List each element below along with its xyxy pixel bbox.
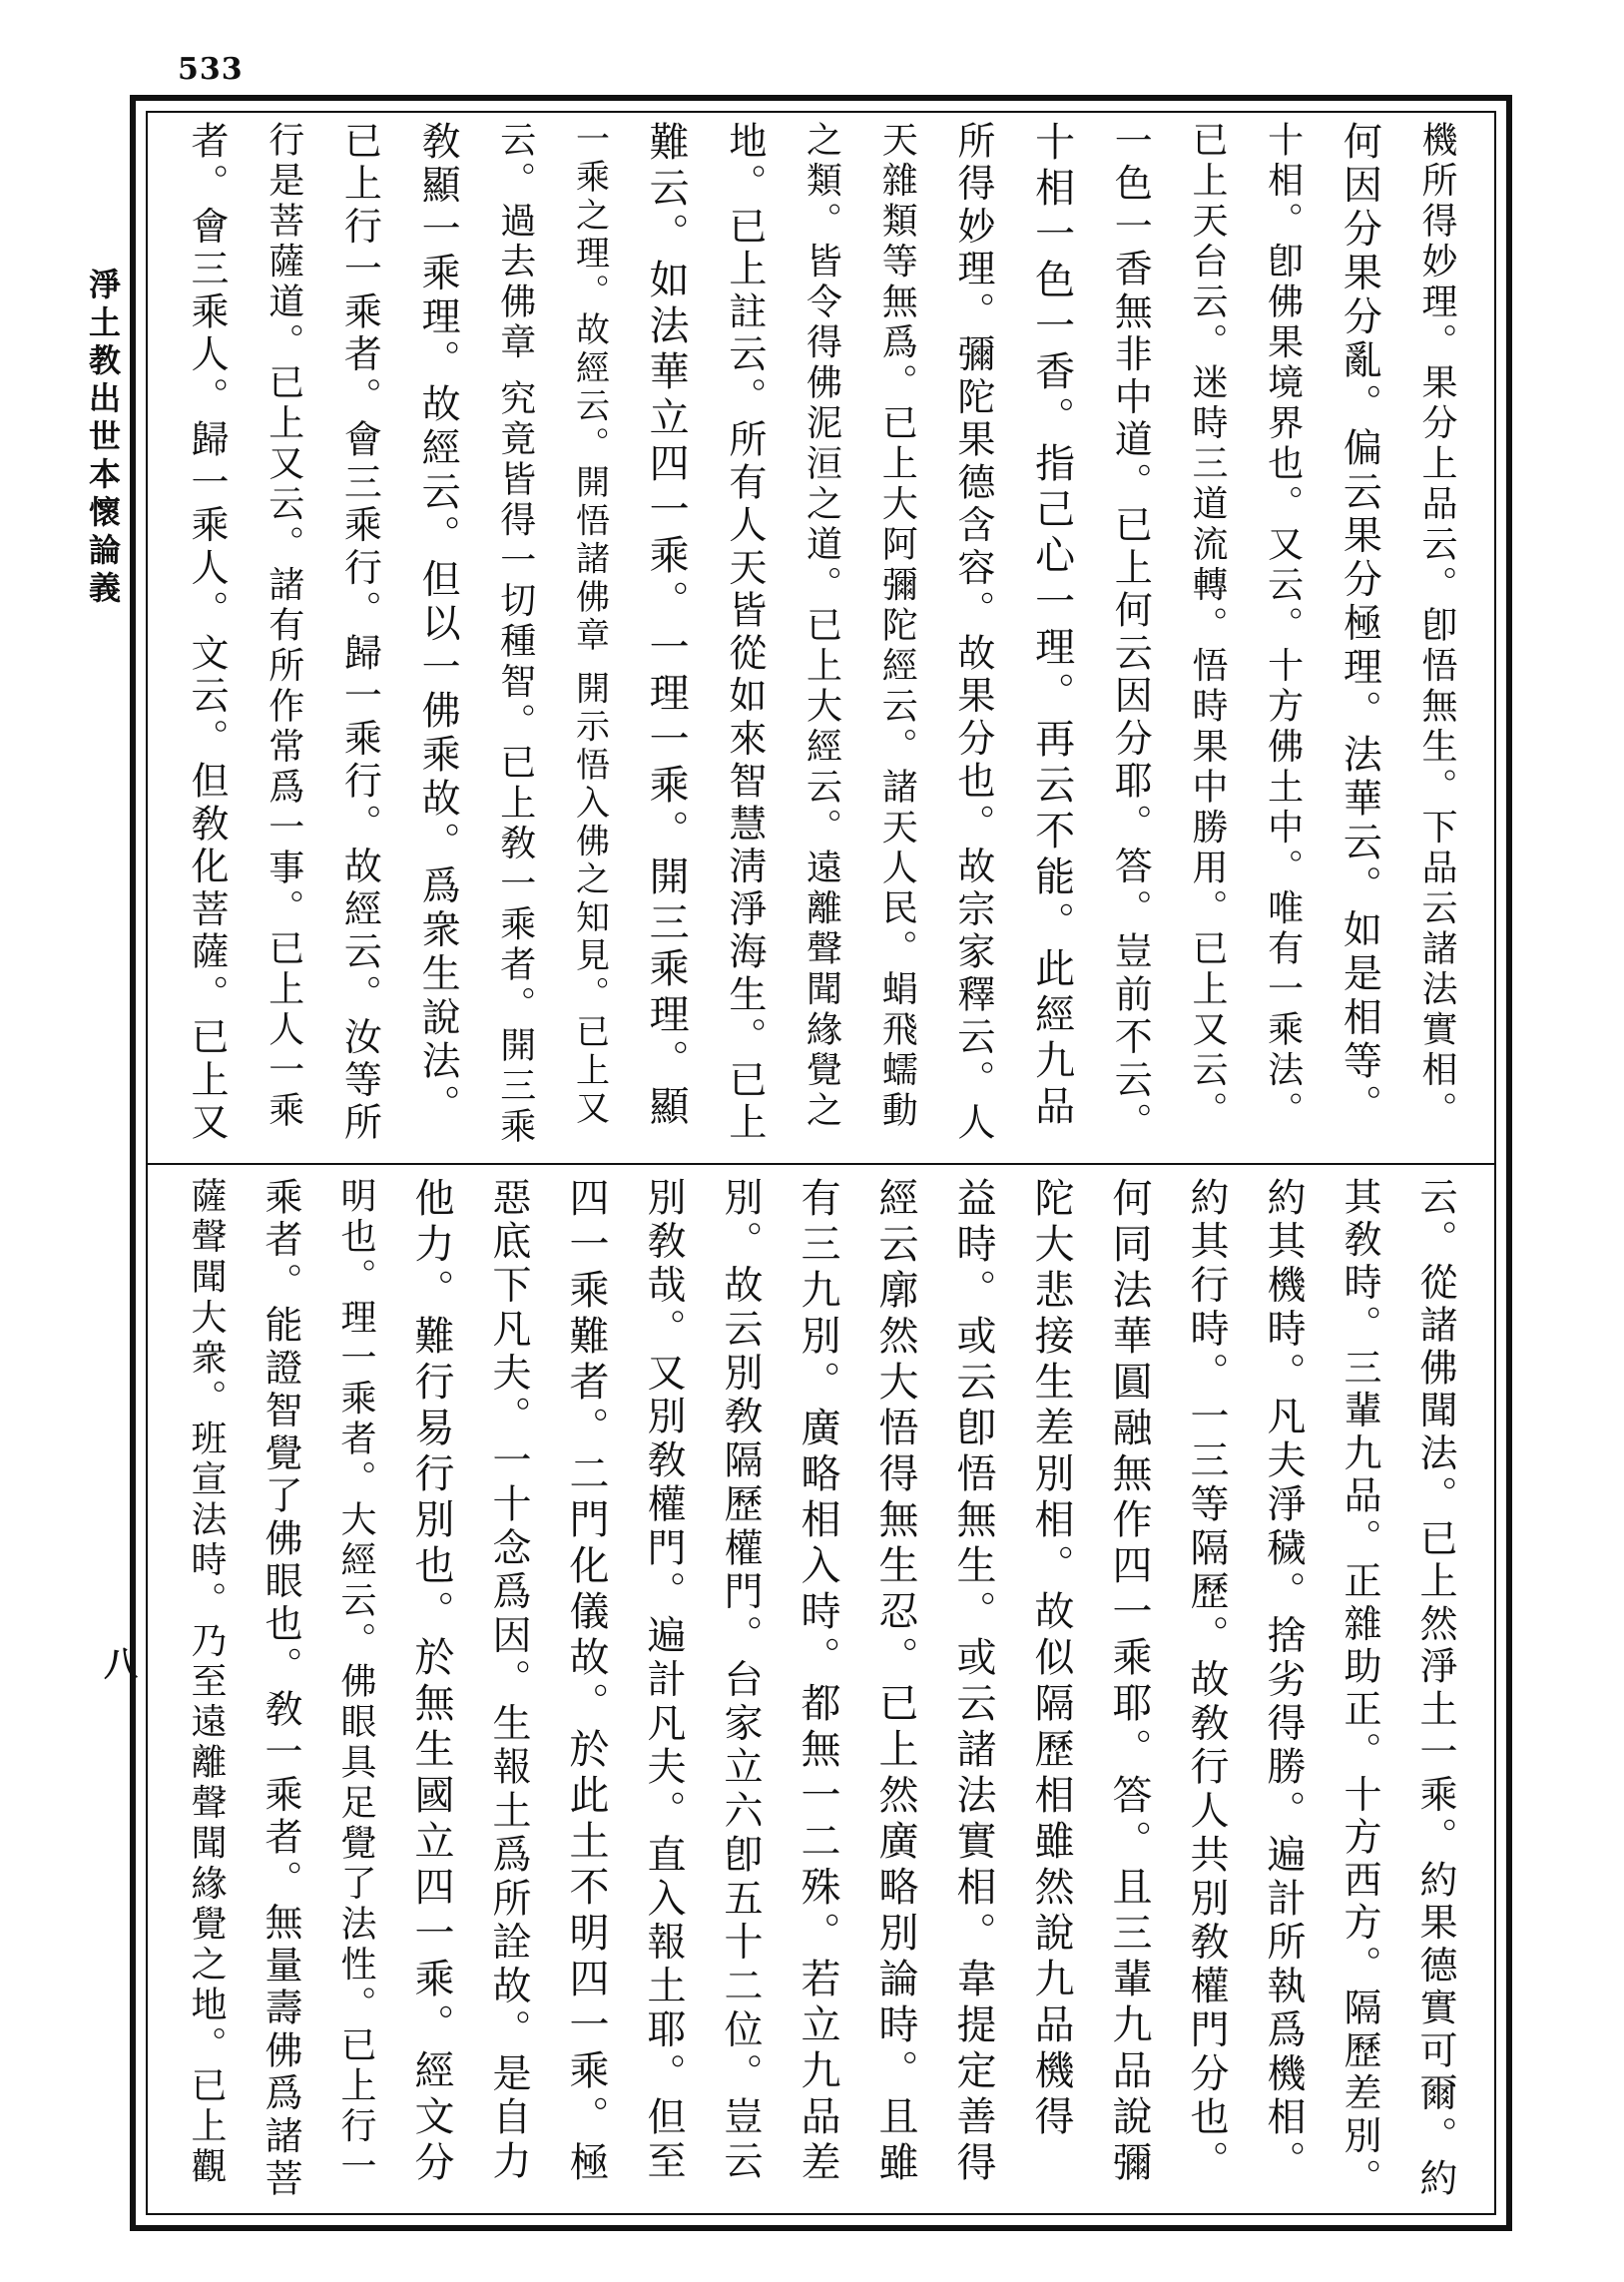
text-column: 他力。難行易行別也。於無生國立四一乘。經文分	[408, 1177, 454, 2187]
text-column: 惡底下凡夫。一十念爲因。生報土爲所詮故。是自力	[486, 1177, 531, 2185]
text-column: 明也。理一乘者。大經云。佛眼具足覺了法性。已上行一	[335, 1177, 376, 2188]
text-column: 約其機時。凡夫淨穢。捨劣得勝。遍計所執爲機相。	[1261, 1177, 1306, 2185]
text-column: 天雜類等無爲。已上大阿彌陀經云。諸天人民。蜎飛蠕動	[876, 121, 918, 1132]
text-column: 乘者。能證智覺了佛眼也。敎一乘者。無量壽佛爲諸菩	[259, 1177, 302, 2201]
text-column: 十相一色一香。指己心一理。再云不能。此經九品	[1028, 121, 1075, 1131]
text-column: 何因分果分亂。偏云果分極理。法華云。如是相等。	[1337, 121, 1382, 1129]
text-column: 其敎時。三輩九品。正雜助正。十方西方。隔歷差別。	[1338, 1177, 1381, 2201]
text-column: 云。從諸佛聞法。已上然淨土一乘。約果德實可爾。約	[1413, 1177, 1457, 2201]
upper-register	[185, 121, 1457, 1148]
text-column: 一色一香無非中道。已上何云因分耶。答。豈前不云。	[1108, 121, 1153, 1145]
text-column: 有三九別。廣略相入時。都無一二殊。若立九品差	[795, 1177, 840, 2187]
text-column: 益時。或云卽悟無生。或云諸法實相。韋提定善得	[950, 1177, 996, 2187]
text-column: 薩聲聞大衆。班宣法時。乃至遠離聲聞緣覺之地。已上觀	[186, 1177, 227, 2188]
text-column: 十相。卽佛果境界也。又云。十方佛土中。唯有一乘法。	[1262, 121, 1304, 1132]
text-column: 行是菩薩道。已上又云。諸有所作常爲一事。已上人一乘	[263, 121, 304, 1132]
text-column: 已上行一乘者。會三乘行。歸一乘行。故經云。汝等所	[337, 121, 382, 1145]
text-column: 之類。皆令得佛泥洹之道。已上大經云。遠離聲聞緣覺之	[801, 121, 842, 1132]
text-frame-inner	[146, 111, 1496, 2215]
text-column: 云。過去佛章 究竟皆得一切種智。已上敎一乘者。開三乘	[494, 121, 536, 1148]
text-column: 敎顯一乘理。故經云。但以一佛乘故。爲衆生說法。	[415, 121, 461, 1129]
running-title: 淨土教出世本懷論義	[84, 268, 122, 609]
text-column: 陀大悲接生差別相。故似隔歷相雖然說九品機得	[1028, 1177, 1074, 2141]
register-divider	[148, 1163, 1494, 1165]
text-column: 所得妙理。彌陀果德含容。故果分也。故宗家釋云。人	[950, 121, 995, 1145]
text-column: 者。會三乘人。歸一乘人。文云。但敎化菩薩。已上又	[185, 121, 229, 1145]
text-frame	[130, 95, 1512, 2231]
text-column: 四一乘難者。二門化儀故。於此土不明四一乘。極	[563, 1177, 609, 2187]
text-column: 何同法華圓融無作四一乘耶。答。且三輩九品說彌	[1106, 1177, 1152, 2187]
text-column: 地。已上註云。所有人天皆從如來智慧淸淨海生。已上	[722, 121, 767, 1145]
folio-number: 八	[104, 1645, 138, 1685]
text-column: 別。故云別敎隔歷權門。台家立六卽五十二位。豈云	[718, 1177, 763, 2185]
text-column: 一乘之理。故經云。開悟諸佛章 開示悟入佛之知見。已上又	[569, 121, 610, 1129]
text-column: 經云廓然大悟得無生忍。已上然廣略別論時。且雖	[872, 1177, 918, 2187]
page-number: 533	[178, 52, 244, 87]
text-column: 約其行時。一三等隔歷。故敎行人共別敎權門分也。	[1184, 1177, 1229, 2185]
text-column: 機所得妙理。果分上品云。卽悟無生。下品云諸法實相。	[1416, 121, 1457, 1132]
text-column: 已上天台云。迷時三道流轉。悟時果中勝用。已上又云。	[1186, 121, 1228, 1132]
text-column: 難云。如法華立四一乘。一理一乘。開三乘理。顯	[643, 121, 690, 1131]
text-column: 別敎哉。又別敎權門。遍計凡夫。直入報土耶。但至	[641, 1177, 686, 2185]
lower-register	[186, 1177, 1457, 2215]
